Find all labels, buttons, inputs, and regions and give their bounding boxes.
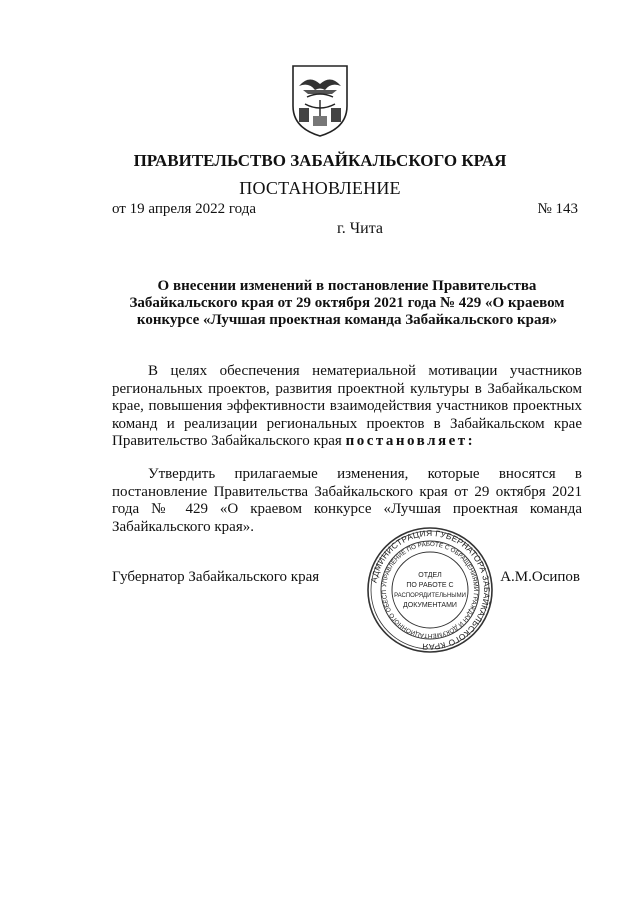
organization-title: ПРАВИТЕЛЬСТВО ЗАБАЙКАЛЬСКОГО КРАЯ	[133, 151, 507, 170]
paragraph-1-emphasis: постановляет:	[345, 433, 476, 449]
official-stamp	[365, 525, 495, 655]
body-paragraph-2: Утвердить прилагаемые изменения, которые вносятся в постановление Правительства Забайкальского края от 29 октября 2021 года № 429 «О краевом конкурсе «Лучшая проектная команда Забайкальского края».	[112, 466, 582, 535]
stamp-outer-text: АДМИНИСТРАЦИЯ ГУБЕРНАТОРА ЗАБАЙКАЛЬСКОГО КРАЯ	[368, 527, 493, 653]
stamp-center-line-1: ОТДЕЛ	[418, 572, 442, 579]
signatory-name: А.М.Осипов	[500, 569, 580, 585]
body-paragraph-1	[112, 363, 582, 451]
stamp-center-line-2: ПО РАБОТЕ С	[406, 582, 454, 589]
stamp-center-line-4: ДОКУМЕНТАМИ	[403, 602, 457, 609]
stamp-inner-text: УПРАВЛЕНИЕ ПО РАБОТЕ С ОБРАЩЕНИЯМИ ГРАЖДАН И ДОКУМЕНТАЦИОННОГО ОБЕСП	[380, 540, 480, 640]
document-type: ПОСТАНОВЛЕНИЕ	[239, 178, 401, 198]
document-number: № 143	[537, 201, 578, 217]
document-heading: О внесении изменений в постановление Правительства Забайкальского края от 29 октября 2021 года № 429 «О краевом конкурсе «Лучшая проектная команда Забайкальского края»	[129, 278, 565, 328]
document-date: от 19 апреля 2022 года	[112, 201, 257, 217]
stamp-center-line-3: РАСПОРЯДИТЕЛЬНЫМИ	[394, 593, 466, 599]
document-city: г. Чита	[336, 220, 383, 237]
coat-of-arms-icon	[285, 60, 355, 140]
paragraph-1-text: В целях обеспечения нематериальной мотивации участников региональных проектов, развития проектной культуры в Забайкальском крае, повышения эффективности взаимодействия участников проектных команд и реализации региональных проектов в Забайкальском крае Правительство Забайкальского края	[112, 363, 582, 449]
signatory-position: Губернатор Забайкальского края	[112, 569, 320, 585]
